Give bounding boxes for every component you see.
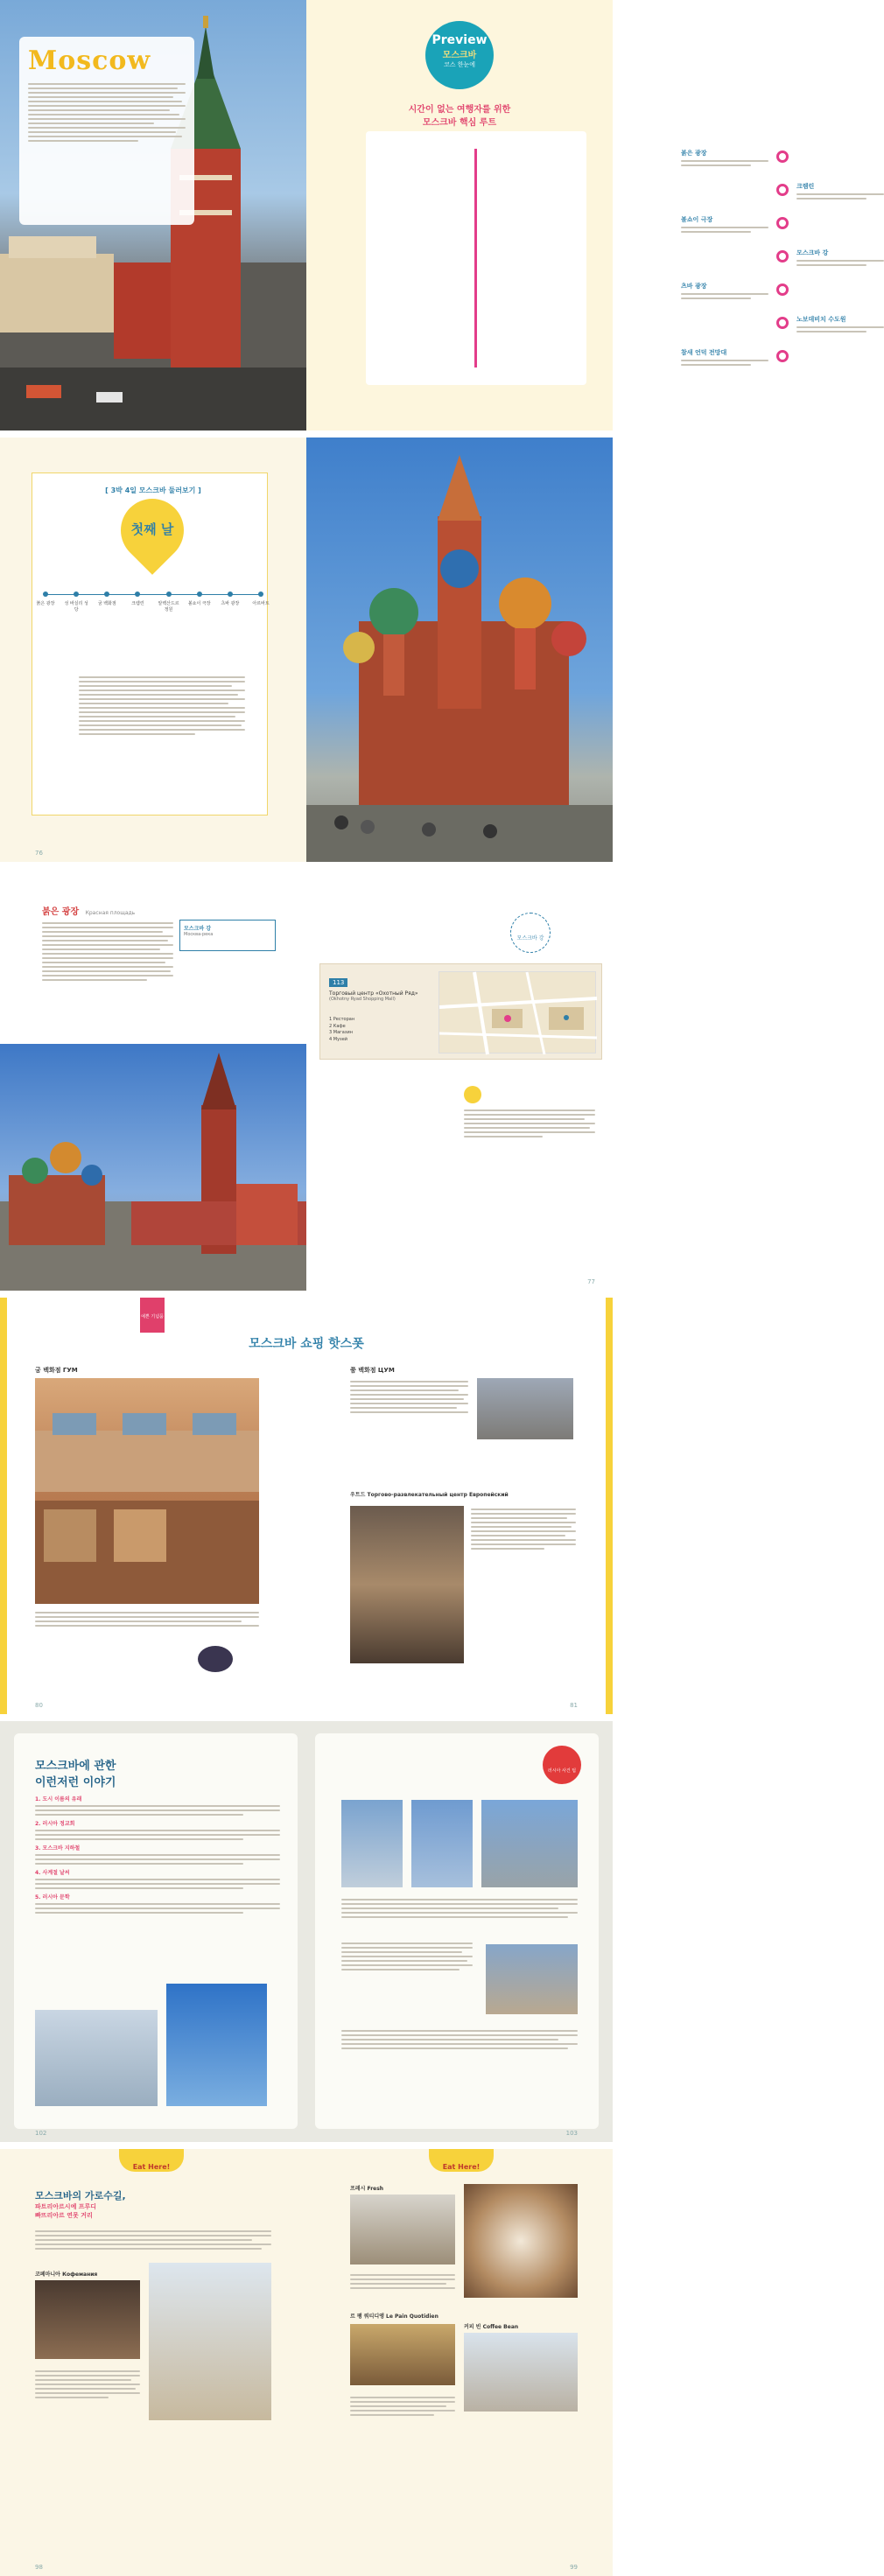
coffee-cup-photo [464,2184,578,2298]
place-title: 커피 빈 Coffee Bean [464,2324,519,2330]
gum-heading: 굼 백화점 ГУМ [35,1367,78,1374]
route-stop-pin [776,250,789,262]
route-stop-text [681,290,768,302]
route-stop-pin [776,317,789,329]
story-item-heading: 3. 모스크바 지하철 [35,1845,81,1852]
map-legend-item: 4 Музей [329,1036,348,1042]
story-item-heading: 4. 사계절 날씨 [35,1870,70,1876]
eat-heading-line-2: 파트리아르시예 프루디 [35,2203,97,2210]
timeline-label: 볼쇼이 극장 [187,601,211,606]
rocket-photo [166,1984,267,2106]
map-card [319,963,602,1060]
page-number-103: 103 [565,2130,578,2137]
timeline-label: 츠바 광장 [221,601,240,606]
route-stop-pin [776,150,789,163]
map-title-ru: Торговый центр «Охотный Ряд» [329,990,418,997]
route-stop-label: 츠바 광장 [681,283,707,290]
page-number-77: 77 [587,1278,595,1285]
stories-title-line-1: 모스크바에 관한 [35,1760,116,1773]
title-card [19,37,194,225]
badge-top [510,913,551,953]
ryad-heading: 우트드 Торгово-развлекательный центр Европейский [350,1492,509,1498]
course-label: [ 3박 4일 모스크바 둘러보기 ] [105,486,201,494]
eat-here-right-label: Eat Here! [442,2163,481,2171]
le-pain-text [350,2394,455,2418]
map-page [306,869,613,1291]
tsum-photo [477,1378,573,1439]
coffee-bean-photo [464,2333,578,2412]
timeline-dot [258,592,263,597]
preview-badge [425,21,494,89]
red-square-heading [42,904,135,917]
stories-title-line-2: 이런저런 이야기 [35,1776,116,1789]
route-stop-text [681,224,768,235]
story-item-heading: 2. 러시아 정교회 [35,1821,75,1827]
shopping-badge-label: 예쁜 기념품 [141,1314,164,1320]
subtitle-line-1: 시간이 없는 여행자를 위한 [408,105,511,115]
statue-photo-3 [481,1800,578,1887]
badge-top-label: 모스크바 강 [516,935,544,942]
gum-photo [35,1378,259,1604]
ryad-photo [350,1506,464,1663]
eat-here-left-label: Eat Here! [132,2163,171,2171]
eat-heading-line-3: 빠뜨리아르 연못 거리 [35,2212,93,2219]
preview-page [306,0,846,430]
stories-right-text-3 [341,2027,578,2052]
red-square-sub: Красная площадь [85,910,136,916]
preview-city: 모스크바 [442,51,477,60]
route-stop-label: 노보데비치 수도원 [796,316,846,323]
st-basil-photo [306,438,613,862]
fresh-photo [350,2194,455,2264]
route-stop-text [796,257,884,269]
route-stop-text [796,191,884,202]
intro-text [28,83,186,142]
map-legend [329,1017,430,1043]
page-number-102: 102 [35,2130,47,2137]
statue-photo-2 [411,1800,473,1887]
map-header [329,971,430,1024]
shopping-badge [140,1298,165,1333]
note-text [464,1107,595,1140]
eat-heading [35,2188,271,2220]
route-stop-text [796,324,884,335]
eat-here-right-banner [429,2149,494,2172]
timeline-label: 크렘린 [131,601,144,606]
spread-shopping [0,1298,613,1714]
tip-badge [543,1746,581,1784]
map-title-en: (Okhotny Ryad Shopping Mall) [329,997,396,1002]
page-number-81: 81 [570,1702,578,1709]
map-diagram [438,971,596,1054]
stories-right-text-2 [341,1940,473,1973]
building-photo [486,1944,578,2014]
page-number-98: 98 [35,2564,43,2571]
stories-title [35,1756,116,1789]
shopping-title: 모스크바 쇼핑 핫스폿 [249,1337,364,1351]
red-square-title: 붉은 광장 [42,907,80,917]
timeline-dot [166,592,172,597]
gum-text [35,1609,259,1629]
moscow-title: Moscow [28,46,151,76]
route-stop-text [681,158,768,169]
monument-photo [35,2010,158,2106]
timeline-label: 아르바트 [252,601,270,606]
map-legend-item: 2 Кафе [329,1023,346,1029]
le-pain-photo [350,2324,455,2385]
timeline-label: 붉은 광장 [36,601,55,606]
place-coffeemania-title: 코페마니아 Кофемания [35,2272,98,2278]
ryad-text [471,1506,576,1552]
spread-stories [0,1721,613,2142]
spread-moscow-preview [0,0,846,430]
map-legend-item: 3 Магазин [329,1030,354,1035]
tsum-heading: 쭘 백화점 ЦУМ [350,1367,395,1374]
coffeemania-text [35,2368,140,2401]
map-legend-item: 1 Ресторан [329,1017,355,1022]
coffeemania-photo [35,2280,140,2359]
timeline-label: 성 바실리 성당 [64,601,88,612]
route-card [366,131,586,385]
route-stop-pin [776,184,789,196]
route-stop-label: 크렘린 [796,183,815,190]
timeline-dot [197,592,202,597]
red-square-illustration [0,1044,306,1291]
street-map-illustration [439,972,597,1054]
timeline-dot [43,592,48,597]
spread-red-square [0,869,613,1291]
first-day-text [79,674,245,738]
route-stop-label: 참새 언덕 전망대 [681,349,727,356]
spread-first-day [0,438,613,862]
story-items [35,1791,280,1916]
route-stop-pin [776,284,789,296]
fresh-text [350,2272,455,2292]
stories-right-text-1 [341,1896,578,1921]
spread-eat-here [0,2149,613,2576]
tsum-text [350,1378,468,1416]
side-bar-left [0,1298,7,1714]
place-title: 프레시 Fresh [350,2186,384,2192]
statue-photo-1 [341,1800,403,1887]
side-bar-right [606,1298,613,1714]
timeline-label: 알렉산드르 정원 [158,601,179,612]
map-number: 113 [329,978,347,987]
stories-right-card [315,1733,599,2129]
story-item-text [35,1805,280,1816]
page-number-99: 99 [570,2564,578,2571]
story-item-text [35,1903,280,1914]
eat-heading-line-1: 모스크바의 가로수길, [35,2190,126,2202]
gum-souvenir [198,1646,233,1672]
route-stop-label: 모스크바 강 [796,249,829,256]
route-stop-label: 볼쇼이 극장 [681,216,713,223]
callout-title: 모스크바 강 [184,926,212,932]
tip-badge-label: 러시아 사건 팁 [547,1768,577,1774]
callout-box [179,920,276,951]
timeline-dot [228,592,233,597]
route-stop-label: 붉은 광장 [681,150,707,157]
page-number-80: 80 [35,1702,43,1709]
red-square-text-1 [42,920,173,984]
preview-subtitle [306,102,613,128]
kremlin-tower-photo [0,0,306,430]
st-basil-illustration [306,438,613,862]
story-item-text [35,1854,280,1865]
subtitle-line-2: 모스크바 핵심 루트 [422,118,497,128]
eat-here-left-banner [119,2149,184,2172]
story-item-heading: 1. 도시 이름의 유래 [35,1796,82,1802]
gum-illustration [35,1378,259,1604]
route-line [474,149,477,368]
red-square-photo [0,1044,306,1291]
route-stop-text [681,357,768,368]
route-stop-pin [776,350,789,362]
route-stop-pin [776,217,789,229]
callout-sub: Москва-река [184,932,214,937]
story-item-text [35,1879,280,1889]
place-title: 르 팽 쿼티디앵 Le Pain Quotidien [350,2314,438,2320]
page-number-76: 76 [35,850,43,857]
street-photo [149,2263,271,2420]
story-item-heading: 5. 러시아 문학 [35,1894,70,1900]
story-item-text [35,1830,280,1840]
timeline-label: 굼 백화점 [97,601,116,606]
eat-intro-text [35,2228,271,2252]
note-icon [464,1086,481,1103]
first-day-title: 첫째 날 [130,522,174,537]
first-day-page [0,438,306,862]
preview-sub: 코스 한눈에 [443,61,476,68]
preview-word: Preview [431,33,488,47]
